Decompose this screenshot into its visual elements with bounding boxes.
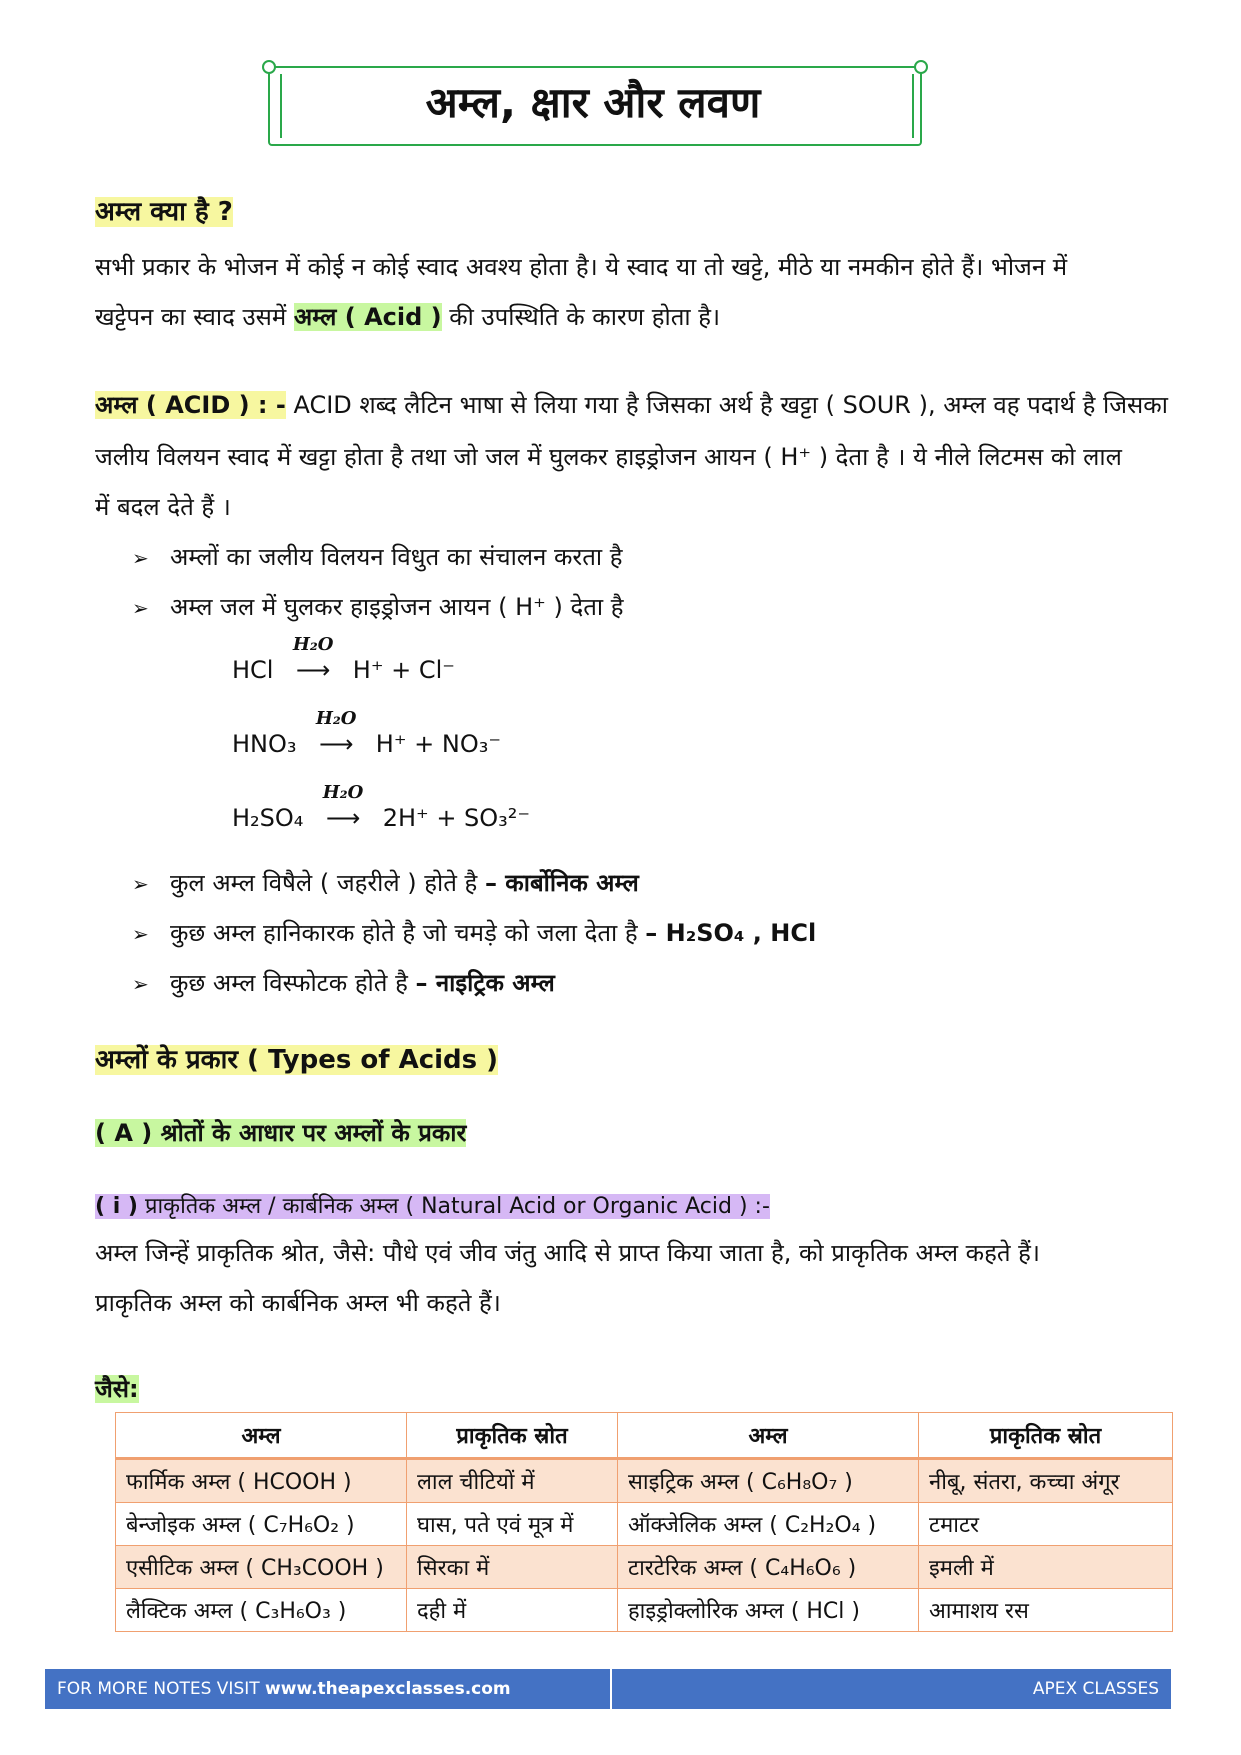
column-header: प्राकृतिक स्रोत [407, 1413, 618, 1459]
acid-definition: अम्ल ( ACID ) : - ACID शब्द लैटिन भाषा से लिया गया है जिसका अर्थ है खट्टा ( SOUR ), अम्ल वह पदार्थ है जिसका [95, 391, 1168, 419]
natural-acids-table [115, 1412, 1173, 1632]
acid-label: अम्ल ( ACID ) : - [95, 391, 286, 419]
bullet-item: ➢ अम्ल जल में घुलकर हाइड्रोजन आयन ( H⁺ ) देता है [132, 593, 624, 621]
table-cell: फार्मिक अम्ल ( HCOOH ) [116, 1459, 407, 1503]
table-cell: टारटेरिक अम्ल ( C₄H₆O₆ ) [618, 1546, 919, 1589]
table-cell: आमाशय रस [919, 1589, 1173, 1632]
arrow-bullet-icon: ➢ [132, 922, 149, 946]
paragraph-line: प्राकृतिक अम्ल को कार्बनिक अम्ल भी कहते हैं। [95, 1289, 501, 1317]
bullet-item: ➢ कुल अम्ल विषैले ( जहरीले ) होते है – कार्बोनिक अम्ल [132, 869, 639, 897]
equation-h2so4: H₂SO₄ H₂O ⟶ 2H⁺ + SO₃²⁻ [232, 782, 531, 832]
paragraph-line: जलीय विलयन स्वाद में खट्टा होता है तथा जो जल में घुलकर हाइड्रोजन आयन ( H⁺ ) देता है । ये नीले लिटमस को लाल [95, 443, 1122, 471]
table-cell: साइट्रिक अम्ल ( C₆H₈O₇ ) [618, 1459, 919, 1503]
subheading-natural-acid: ( i ) प्राकृतिक अम्ल / कार्बनिक अम्ल ( Natural Acid or Organic Acid ) :- [95, 1194, 770, 1219]
table-row [116, 1459, 1173, 1503]
paragraph-line: में बदल देते हैं । [95, 493, 231, 521]
table-cell: एसीटिक अम्ल ( CH₃COOH ) [116, 1546, 407, 1589]
footer-brand: APEX CLASSES [1032, 1679, 1159, 1699]
section-heading-types: अम्लों के प्रकार ( Types of Acids ) [95, 1045, 499, 1075]
table-row [116, 1589, 1173, 1632]
column-header: अम्ल [618, 1413, 919, 1459]
equation-hcl: HCl H₂O ⟶ H⁺ + Cl⁻ [232, 634, 455, 684]
column-header: प्राकृतिक स्रोत [919, 1413, 1173, 1459]
table-cell: सिरका में [407, 1546, 618, 1589]
bullet-item: ➢ कुछ अम्ल विस्फोटक होते है – नाइट्रिक अम्ल [132, 969, 555, 997]
paragraph-line: खट्टेपन का स्वाद उसमें अम्ल ( Acid ) की उपस्थिति के कारण होता है। [95, 303, 721, 331]
table-cell: लाल चीटियों में [407, 1459, 618, 1503]
highlight-acid: अम्ल ( Acid ) [293, 303, 442, 331]
arrow-bullet-icon: ➢ [132, 972, 149, 996]
table-cell: ऑक्जेलिक अम्ल ( C₂H₂O₄ ) [618, 1503, 919, 1546]
arrow-bullet-icon: ➢ [132, 596, 149, 620]
arrow-bullet-icon: ➢ [132, 546, 149, 570]
subheading-source-types: ( A ) श्रोतों के आधार पर अम्लों के प्रकार [95, 1119, 467, 1147]
table-row [116, 1503, 1173, 1546]
page-title: अम्ल, क्षार और लवण [425, 78, 761, 127]
table-cell: नीबू, संतरा, कच्चा अंगूर [919, 1459, 1173, 1503]
footer-bar [45, 1669, 1171, 1709]
column-header: अम्ल [116, 1413, 407, 1459]
table-row [116, 1546, 1173, 1589]
bullet-item: ➢ कुछ अम्ल हानिकारक होते है जो चमड़े को जला देता है – H₂SO₄ , HCl [132, 919, 817, 947]
table-header-row [116, 1413, 1173, 1459]
equation-hno3: HNO₃ H₂O ⟶ H⁺ + NO₃⁻ [232, 708, 502, 758]
table-cell: टमाटर [919, 1503, 1173, 1546]
arrow-bullet-icon: ➢ [132, 872, 149, 896]
table-cell: दही में [407, 1589, 618, 1632]
paragraph-line: सभी प्रकार के भोजन में कोई न कोई स्वाद अवश्य होता है। ये स्वाद या तो खट्टे, मीठे या नमकीन होते हैं। भोजन में [95, 253, 1068, 281]
table-cell: बेन्जोइक अम्ल ( C₇H₆O₂ ) [116, 1503, 407, 1546]
bullet-item: ➢ अम्लों का जलीय विलयन विधुत का संचालन करता है [132, 543, 623, 571]
section-heading-what-is-acid: अम्ल क्या है ? [95, 197, 233, 227]
table-cell: इमली में [919, 1546, 1173, 1589]
table-cell: घास, पते एवं मूत्र में [407, 1503, 618, 1546]
paragraph-line: अम्ल जिन्हें प्राकृतिक श्रोत, जैसे: पौधे एवं जीव जंतु आदि से प्राप्त किया जाता है, को प्राकृतिक अम्ल कहते हैं। [95, 1239, 1041, 1267]
table-cell: लैक्टिक अम्ल ( C₃H₆O₃ ) [116, 1589, 407, 1632]
footer-website-link[interactable]: www.theapexclasses.com [265, 1679, 511, 1699]
footer-notes-text: FOR MORE NOTES VISIT www.theapexclasses.com [57, 1679, 511, 1699]
table-cell: हाइड्रोक्लोरिक अम्ल ( HCl ) [618, 1589, 919, 1632]
example-label: जैसे: [95, 1375, 139, 1403]
